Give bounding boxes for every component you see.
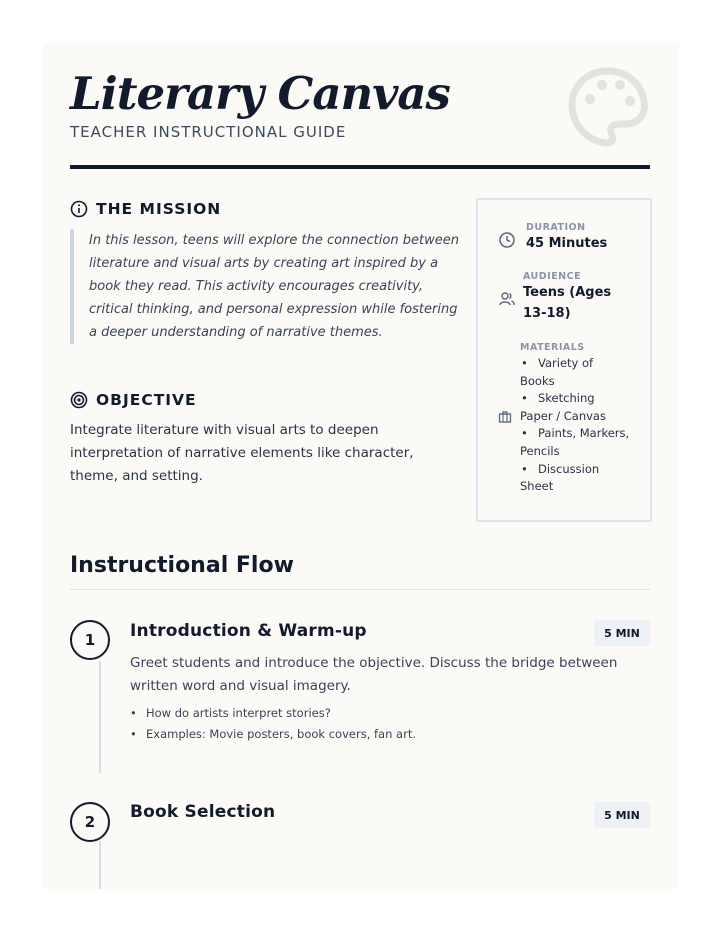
mission-heading-label: THE MISSION [96, 200, 222, 218]
duration-value: 45 Minutes [526, 236, 608, 251]
step-connector [99, 841, 101, 889]
objective-heading [70, 391, 197, 409]
time-badge: 5 MIN [594, 620, 650, 646]
materials-item: • Paints, Markers, Pencils [520, 425, 630, 460]
audience-block [523, 271, 635, 324]
duration-label: DURATION [526, 222, 586, 233]
flow-divider [70, 589, 650, 590]
mission-text: In this lesson, teens will explore the connection between literature and visual arts by creating art inspired by a book they read. This activity encourages creativity, critical thinking, and personal expression while fostering a deeper understanding of narrative themes. [70, 229, 461, 344]
briefcase-icon [498, 410, 512, 424]
materials-item: • Variety of Books [520, 355, 630, 390]
users-icon [498, 290, 516, 308]
list-item: • How do artists interpret stories? [130, 703, 416, 724]
audience-value: Teens (Ages 13-18) [523, 285, 612, 321]
step-title: Introduction & Warm-up [130, 621, 367, 641]
lesson-details-card [476, 198, 652, 522]
flow-heading: Instructional Flow [70, 553, 294, 578]
step-number-badge: 2 [70, 802, 110, 842]
lesson-page [43, 43, 679, 889]
materials-block [520, 342, 630, 496]
audience-label: AUDIENCE [523, 271, 582, 282]
materials-label: MATERIALS [520, 342, 585, 353]
header-divider [70, 165, 650, 169]
mission-heading [70, 200, 221, 218]
materials-item: • Discussion Sheet [520, 461, 630, 496]
list-item: • Examples: Movie posters, book covers, fan art. [130, 724, 416, 745]
materials-item: • Sketching Paper / Canvas [520, 390, 630, 425]
time-badge: 5 MIN [594, 802, 650, 828]
objective-text: Integrate literature with visual arts to deepen interpretation of narrative elements like character, theme, and setting. [70, 422, 414, 484]
duration-block [526, 222, 607, 254]
materials-list [520, 355, 630, 496]
info-icon [70, 200, 88, 218]
step-connector [99, 661, 101, 773]
step-description: Greet students and introduce the objective. Discuss the bridge between written word and visual imagery. [130, 655, 618, 694]
step-number-badge: 1 [70, 620, 110, 660]
step-title: Book Selection [130, 802, 276, 822]
palette-icon [566, 65, 650, 149]
step-points [130, 703, 416, 745]
objective-heading-label: OBJECTIVE [96, 391, 197, 409]
clock-icon [498, 231, 516, 249]
target-icon [70, 391, 88, 409]
page-subtitle: TEACHER INSTRUCTIONAL GUIDE [70, 123, 347, 141]
page-title: Literary Canvas [70, 67, 450, 120]
